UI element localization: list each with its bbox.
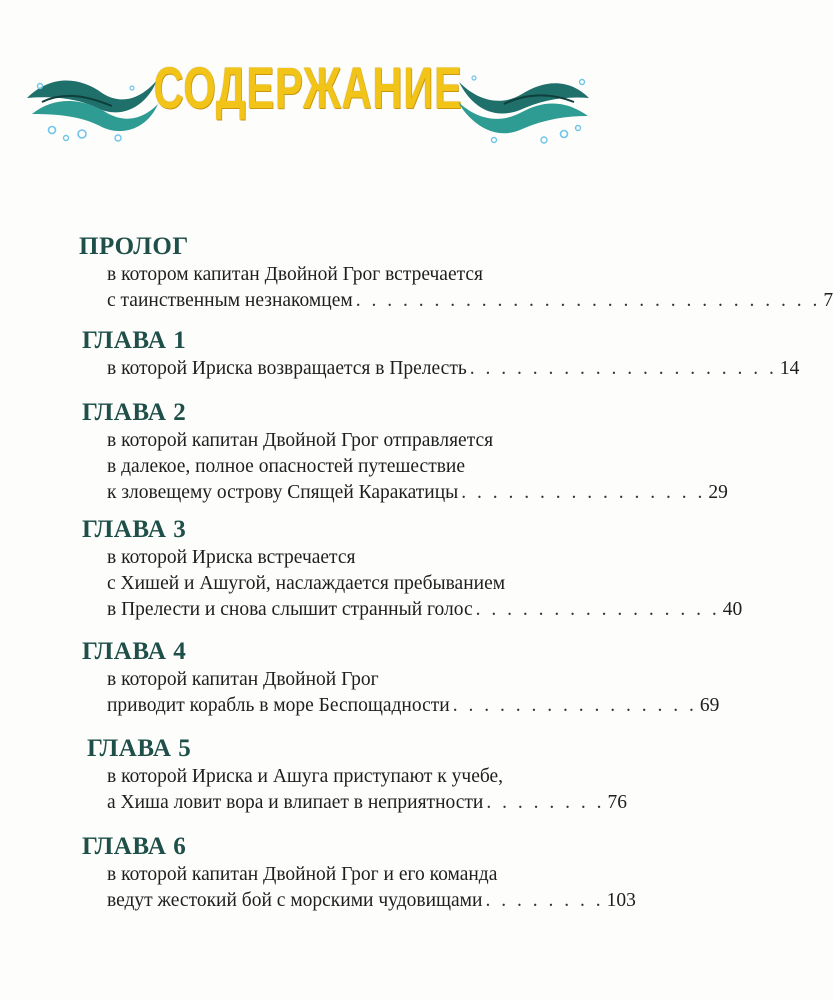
chapter-title: ГЛАВА 6 bbox=[82, 833, 187, 860]
entry-last-line bbox=[107, 288, 833, 314]
page-number: 14 bbox=[779, 358, 800, 379]
chapter-title: ГЛАВА 4 bbox=[82, 638, 187, 665]
dot-leader: . . . . . . . . bbox=[486, 792, 605, 813]
entry-last-line bbox=[107, 790, 627, 816]
wave-ornament-right-icon bbox=[454, 58, 594, 148]
dot-leader: . . . . . . . . bbox=[485, 890, 604, 911]
page-number: 103 bbox=[606, 890, 636, 911]
entry-description-line: в которой Ириска и Ашуга приступают к учебе, bbox=[107, 766, 504, 787]
entry-description-line: в котором капитан Двойной Грог встречается bbox=[107, 264, 483, 285]
chapter-title: ГЛАВА 3 bbox=[82, 516, 187, 543]
entry-last-line bbox=[107, 888, 636, 914]
dot-leader: . . . . . . . . . . . . . . . . bbox=[452, 695, 697, 716]
chapter-title: ПРОЛОГ bbox=[79, 233, 189, 260]
entry-description-line: с таинственным незнакомцем bbox=[107, 290, 353, 311]
dot-leader: . . . . . . . . . . . . . . . . bbox=[475, 599, 720, 620]
entry-description-line: в которой капитан Двойной Грог отправляется bbox=[107, 430, 494, 451]
page-number: 7 bbox=[823, 290, 833, 311]
page-number: 29 bbox=[708, 482, 728, 503]
dot-leader: . . . . . . . . . . . . . . . . bbox=[461, 482, 706, 503]
entry-description-line: с Хишей и Ашугой, наслаждается пребыванием bbox=[107, 573, 506, 594]
entry-description-line: в которой капитан Двойной Грог и его команда bbox=[107, 864, 498, 885]
entry-description-line: приводит корабль в море Беспощадности bbox=[107, 695, 450, 716]
entry-description-line: в которой капитан Двойной Грог bbox=[107, 669, 379, 690]
page-number: 69 bbox=[699, 695, 720, 716]
page-number: 76 bbox=[607, 792, 627, 813]
chapter-title: ГЛАВА 1 bbox=[82, 327, 187, 354]
entry-description-line: ведут жестокий бой с морскими чудовищами bbox=[107, 890, 483, 911]
entry-description-line: в Прелести и снова слышит странный голос bbox=[107, 599, 473, 620]
entry-description-line: в которой Ириска встречается bbox=[107, 547, 356, 568]
dot-leader: . . . . . . . . . . . . . . . . . . . . . . . . . . . . . . bbox=[355, 290, 821, 311]
contents-header bbox=[0, 40, 616, 150]
entry-description-line: а Хиша ловит вора и влипает в неприятности bbox=[107, 792, 484, 813]
entry-description-line: в которой Ириска возвращается в Прелесть bbox=[107, 358, 467, 379]
entry-last-line bbox=[107, 597, 743, 623]
entry-description-line: в далекое, полное опасностей путешествие bbox=[107, 456, 466, 477]
entry-last-line bbox=[107, 693, 720, 719]
entry-last-line bbox=[107, 480, 728, 506]
chapter-title: ГЛАВА 5 bbox=[87, 735, 192, 762]
dot-leader: . . . . . . . . . . . . . . . . . . . . bbox=[469, 358, 777, 379]
chapter-title: ГЛАВА 2 bbox=[82, 399, 187, 426]
page-number: 40 bbox=[722, 599, 743, 620]
contents-title: СОДЕРЖАНИЕ bbox=[153, 56, 463, 121]
entry-description-line: к зловещему острову Спящей Каракатицы bbox=[107, 482, 459, 503]
entry-last-line bbox=[107, 356, 800, 382]
